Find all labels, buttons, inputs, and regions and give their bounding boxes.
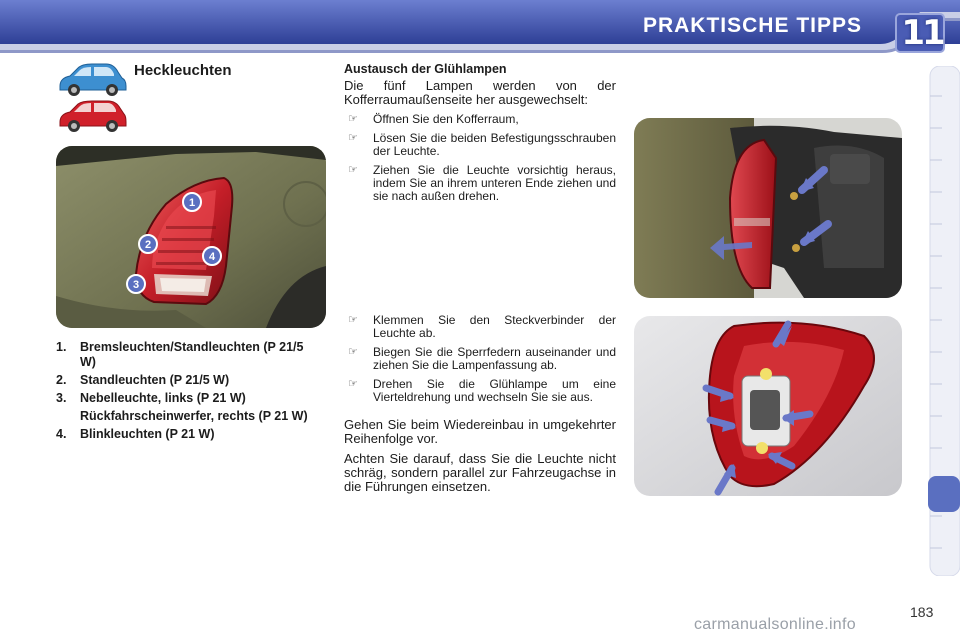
step-text: Öffnen Sie den Kofferraum, (373, 112, 519, 126)
pointing-hand-icon: ☞ (348, 314, 358, 326)
callout-2 (138, 234, 158, 259)
step-item (344, 132, 616, 158)
pointing-hand-icon: ☞ (348, 132, 358, 144)
step-item (344, 346, 616, 372)
callout-3 (126, 274, 146, 299)
callout-1-label: 1 (188, 197, 196, 209)
step-text: Ziehen Sie die Leuchte vorsichtig heraus, indem Sie an ihrem unteren Ende ziehen und sie nach außen drehen. (373, 163, 616, 203)
lamp-unit-photo (634, 316, 902, 496)
legend-num: 4. (56, 427, 67, 441)
callout-3-label: 3 (132, 279, 140, 291)
replacement-intro: Die fünf Lampen werden von der Kofferraumaußenseite her ausgewechselt: (344, 78, 616, 107)
pointing-hand-icon: ☞ (348, 378, 358, 390)
replacement-title: Austausch der Glühlampen (344, 62, 507, 76)
step-item (344, 314, 616, 340)
legend-text: Nebelleuchte, links (P 21 W) (80, 391, 246, 405)
car-red-icon (56, 98, 128, 139)
step-text: Lösen Sie die beiden Befestigungsschrauben der Leuchte. (373, 131, 616, 158)
car-blue-icon (56, 60, 128, 103)
watermark: carmanualsonline.info (694, 616, 856, 633)
callout-4-label: 4 (208, 251, 216, 263)
legend-item (56, 409, 318, 424)
legend-text: Rückfahrscheinwerfer, rechts (P 21 W) (80, 409, 308, 423)
page-number: 183 (910, 604, 934, 620)
replacement-instructions (344, 62, 616, 209)
callout-1 (182, 192, 202, 217)
reassembly-note: Gehen Sie beim Wiedereinbau in umgekehrter Reihenfolge vor. (344, 417, 616, 446)
section-title: Heckleuchten (134, 62, 232, 79)
step-text: Biegen Sie die Sperrfedern auseinander und ziehen Sie die Lampenfassung ab. (373, 345, 616, 372)
legend-num (56, 409, 80, 424)
step-item (344, 164, 616, 203)
tail-light-photo (56, 146, 326, 328)
step-text: Drehen Sie die Glühlampe um eine Vierteldrehung und wechseln Sie sie aus. (373, 377, 616, 404)
legend-num: 2. (56, 373, 67, 387)
step-text: Klemmen Sie den Steckverbinder der Leuchte ab. (373, 313, 616, 340)
callout-4 (202, 246, 222, 271)
bulb-legend (56, 340, 318, 445)
legend-item (56, 391, 318, 406)
callout-2-label: 2 (144, 239, 152, 251)
legend-num: 1. (56, 340, 67, 354)
legend-num: 3. (56, 391, 67, 405)
legend-item (56, 373, 318, 388)
legend-item (56, 427, 318, 442)
legend-text: Blinkleuchten (P 21 W) (80, 427, 215, 441)
trunk-photo (634, 118, 902, 298)
legend-item (56, 340, 318, 370)
legend-text: Bremsleuchten/Standleuchten (P 21/5 W) (80, 340, 304, 369)
bulb-replacement-steps (344, 314, 616, 500)
step-item (344, 378, 616, 404)
step-item (344, 113, 616, 126)
chapter-number: 11 (901, 13, 943, 53)
chapter-tab-strip (928, 66, 960, 576)
pointing-hand-icon: ☞ (348, 346, 358, 358)
alignment-note: Achten Sie darauf, dass Sie die Leuchte nicht schräg, sondern parallel zur Fahrzeugachse in die Führungen einsetzen. (344, 451, 616, 494)
pointing-hand-icon: ☞ (348, 113, 358, 125)
legend-text: Standleuchten (P 21/5 W) (80, 373, 230, 387)
pointing-hand-icon: ☞ (348, 164, 358, 176)
header-title: PRAKTISCHE TIPPS (642, 14, 862, 37)
